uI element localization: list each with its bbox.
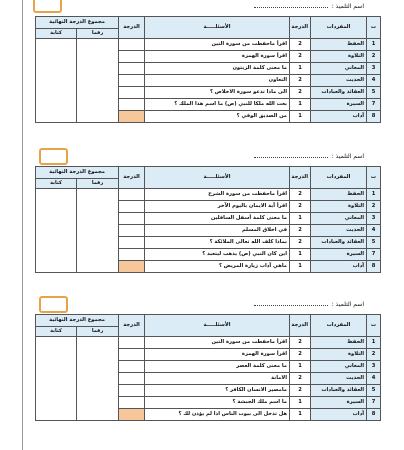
header-written: كتابة xyxy=(36,179,77,189)
score-cell[interactable] xyxy=(119,51,145,63)
row-num: 4 xyxy=(367,225,381,237)
final-written-cell[interactable] xyxy=(36,337,77,421)
row-num: 3 xyxy=(367,63,381,75)
header-degree: الدرجة xyxy=(290,315,311,337)
row-degree: 1 xyxy=(290,63,311,75)
header-final: مجموع الدرجة النهائية xyxy=(36,17,119,29)
row-degree: 2 xyxy=(290,51,311,63)
final-written-cell[interactable] xyxy=(36,39,77,123)
row-num: 7 xyxy=(367,249,381,261)
header-subject: المفردات xyxy=(311,167,367,189)
row-num: 3 xyxy=(367,361,381,373)
row-subject: المعاني xyxy=(311,213,367,225)
row-degree: 1 xyxy=(290,99,311,111)
row-subject: التلاوة xyxy=(311,349,367,361)
row-num: 2 xyxy=(367,349,381,361)
row-num: 8 xyxy=(367,111,381,123)
row-degree: 2 xyxy=(290,337,311,349)
row-question: اقرأ ماحفظت من سورة الشرح xyxy=(145,189,290,201)
row-question: الامانة xyxy=(145,373,290,385)
header-numeric: رقما xyxy=(77,327,119,337)
table-header-row xyxy=(36,167,381,179)
score-cell[interactable] xyxy=(119,87,145,99)
row-num: 1 xyxy=(367,189,381,201)
row-num: 7 xyxy=(367,397,381,409)
row-subject: الحديث xyxy=(311,225,367,237)
row-degree: 2 xyxy=(290,201,311,213)
row-question: اقرأ آية الايمان باليوم الآخر xyxy=(145,201,290,213)
row-question: بماذا كلف الله تعالى الملائكة ؟ xyxy=(145,237,290,249)
score-cell[interactable] xyxy=(119,75,145,87)
row-question: الى ماذا تدعو سورة الاخلاص ؟ xyxy=(145,87,290,99)
row-num: 8 xyxy=(367,261,381,273)
score-cell[interactable] xyxy=(119,249,145,261)
score-cell[interactable] xyxy=(119,397,145,409)
row-subject: السيرة xyxy=(311,99,367,111)
row-question: ما اسم ملك الحبشة ؟ xyxy=(145,397,290,409)
row-question: اقرأ ماحفظت من سورة التين xyxy=(145,337,290,349)
header-subject: المفردات xyxy=(311,315,367,337)
student-name-row xyxy=(35,300,380,314)
row-degree: 2 xyxy=(290,87,311,99)
row-question: اقرأ سورة الهمزة xyxy=(145,349,290,361)
score-cell[interactable] xyxy=(119,361,145,373)
score-cell[interactable] xyxy=(119,373,145,385)
row-subject: الحفظ xyxy=(311,39,367,51)
row-question: ما معنى كلمة العصر xyxy=(145,361,290,373)
student-name-label: اسم التلميذ : xyxy=(331,301,364,308)
final-written-cell[interactable] xyxy=(36,189,77,273)
row-degree: 2 xyxy=(290,385,311,397)
row-question: اين كان النبي (ص) يذهب ليتعبد ؟ xyxy=(145,249,290,261)
score-cell[interactable] xyxy=(119,349,145,361)
header-degree: الدرجة xyxy=(290,167,311,189)
name-dotted-line xyxy=(254,157,328,158)
header-final: مجموع الدرجة النهائية xyxy=(36,167,119,179)
row-subject: العقائد والعبادات xyxy=(311,237,367,249)
table-row xyxy=(36,189,381,201)
score-cell[interactable] xyxy=(119,189,145,201)
row-degree: 1 xyxy=(290,261,311,273)
score-cell[interactable] xyxy=(119,385,145,397)
header-final: مجموع الدرجة النهائية xyxy=(36,315,119,327)
row-subject: المعاني xyxy=(311,361,367,373)
score-cell[interactable] xyxy=(119,337,145,349)
row-subject: آداب xyxy=(311,409,367,421)
final-numeric-cell[interactable] xyxy=(77,337,119,421)
row-num: 4 xyxy=(367,373,381,385)
final-numeric-cell[interactable] xyxy=(77,39,119,123)
row-degree: 2 xyxy=(290,373,311,385)
final-numeric-cell[interactable] xyxy=(77,189,119,273)
row-degree: 2 xyxy=(290,75,311,87)
row-num: 2 xyxy=(367,51,381,63)
score-cell[interactable] xyxy=(119,99,145,111)
row-question: في اخلاق المسلم xyxy=(145,225,290,237)
row-degree: 1 xyxy=(290,409,311,421)
row-degree: 1 xyxy=(290,361,311,373)
header-numeric: رقما xyxy=(77,29,119,39)
row-num: 8 xyxy=(367,409,381,421)
row-degree: 2 xyxy=(290,225,311,237)
row-num: 1 xyxy=(367,337,381,349)
row-question: ما معنى كلمة الزيتون xyxy=(145,63,290,75)
header-num: ت xyxy=(367,315,381,337)
table-row xyxy=(36,39,381,51)
header-num: ت xyxy=(367,17,381,39)
name-dotted-line xyxy=(254,305,328,306)
row-subject: التلاوة xyxy=(311,51,367,63)
header-subject: المفردات xyxy=(311,17,367,39)
row-num: 7 xyxy=(367,99,381,111)
row-degree: 2 xyxy=(290,39,311,51)
header-questions: الأسئلـــــة xyxy=(145,315,290,337)
row-subject: آداب xyxy=(311,261,367,273)
row-subject: العقائد والعبادات xyxy=(311,87,367,99)
row-question: التعاون xyxy=(145,75,290,87)
header-degree2: الدرجة xyxy=(119,167,145,189)
exam-table xyxy=(35,166,381,273)
header-degree2: الدرجة xyxy=(119,315,145,337)
row-subject: الحفظ xyxy=(311,337,367,349)
row-question: هل تدخل الى بيوت الناس اذا لم يؤذن لك ؟ xyxy=(145,409,290,421)
score-cell[interactable] xyxy=(119,201,145,213)
row-subject: السيرة xyxy=(311,397,367,409)
row-num: 2 xyxy=(367,201,381,213)
row-question: مامصير الانسان الكافر ؟ xyxy=(145,385,290,397)
row-num: 1 xyxy=(367,39,381,51)
row-subject: الحفظ xyxy=(311,189,367,201)
row-question: ما معنى كلمة أسفل السافلين xyxy=(145,213,290,225)
table-header-row xyxy=(36,315,381,327)
row-question: ماهي آداب زيارة المريض ؟ xyxy=(145,261,290,273)
row-question: اقرأ سورة الهمزة xyxy=(145,51,290,63)
row-degree: 1 xyxy=(290,249,311,261)
exam-table xyxy=(35,16,381,123)
student-name-row xyxy=(35,2,380,16)
student-name-row xyxy=(35,152,380,166)
row-subject: آداب xyxy=(311,111,367,123)
exam-table xyxy=(35,314,381,421)
name-dotted-line xyxy=(254,7,328,8)
header-degree2: الدرجة xyxy=(119,17,145,39)
score-cell[interactable] xyxy=(119,237,145,249)
row-num: 5 xyxy=(367,385,381,397)
header-numeric: رقما xyxy=(77,179,119,189)
row-num: 4 xyxy=(367,75,381,87)
table-row xyxy=(36,337,381,349)
header-written: كتابة xyxy=(36,29,77,39)
row-question: اقرأ ماحفظت من سورة التين xyxy=(145,39,290,51)
page-margin-line xyxy=(22,0,23,450)
row-num: 3 xyxy=(367,213,381,225)
row-subject: التلاوة xyxy=(311,201,367,213)
row-subject: الحديث xyxy=(311,373,367,385)
score-cell[interactable] xyxy=(119,409,145,421)
row-degree: 2 xyxy=(290,189,311,201)
row-degree: 1 xyxy=(290,397,311,409)
row-num: 5 xyxy=(367,237,381,249)
row-subject: العقائد والعبادات xyxy=(311,385,367,397)
score-cell[interactable] xyxy=(119,213,145,225)
header-questions: الأسئلـــــة xyxy=(145,17,290,39)
header-questions: الأسئلـــــة xyxy=(145,167,290,189)
score-cell[interactable] xyxy=(119,39,145,51)
row-degree: 2 xyxy=(290,237,311,249)
row-subject: السيرة xyxy=(311,249,367,261)
row-subject: الحديث xyxy=(311,75,367,87)
row-num: 5 xyxy=(367,87,381,99)
row-degree: 2 xyxy=(290,349,311,361)
row-degree: 1 xyxy=(290,111,311,123)
score-cell[interactable] xyxy=(119,261,145,273)
header-num: ت xyxy=(367,167,381,189)
row-degree: 1 xyxy=(290,213,311,225)
table-header-row xyxy=(36,17,381,29)
score-cell[interactable] xyxy=(119,111,145,123)
score-cell[interactable] xyxy=(119,63,145,75)
header-written: كتابة xyxy=(36,327,77,337)
student-name-label: اسم التلميذ : xyxy=(331,3,364,10)
row-question: بعث الله ملكا للنبي (ص) ما اسم هذا الملك ؟ xyxy=(145,99,290,111)
score-cell[interactable] xyxy=(119,225,145,237)
student-name-label: اسم التلميذ : xyxy=(331,153,364,160)
row-subject: المعاني xyxy=(311,63,367,75)
row-question: من الصديق الوفي ؟ xyxy=(145,111,290,123)
header-degree: الدرجة xyxy=(290,17,311,39)
